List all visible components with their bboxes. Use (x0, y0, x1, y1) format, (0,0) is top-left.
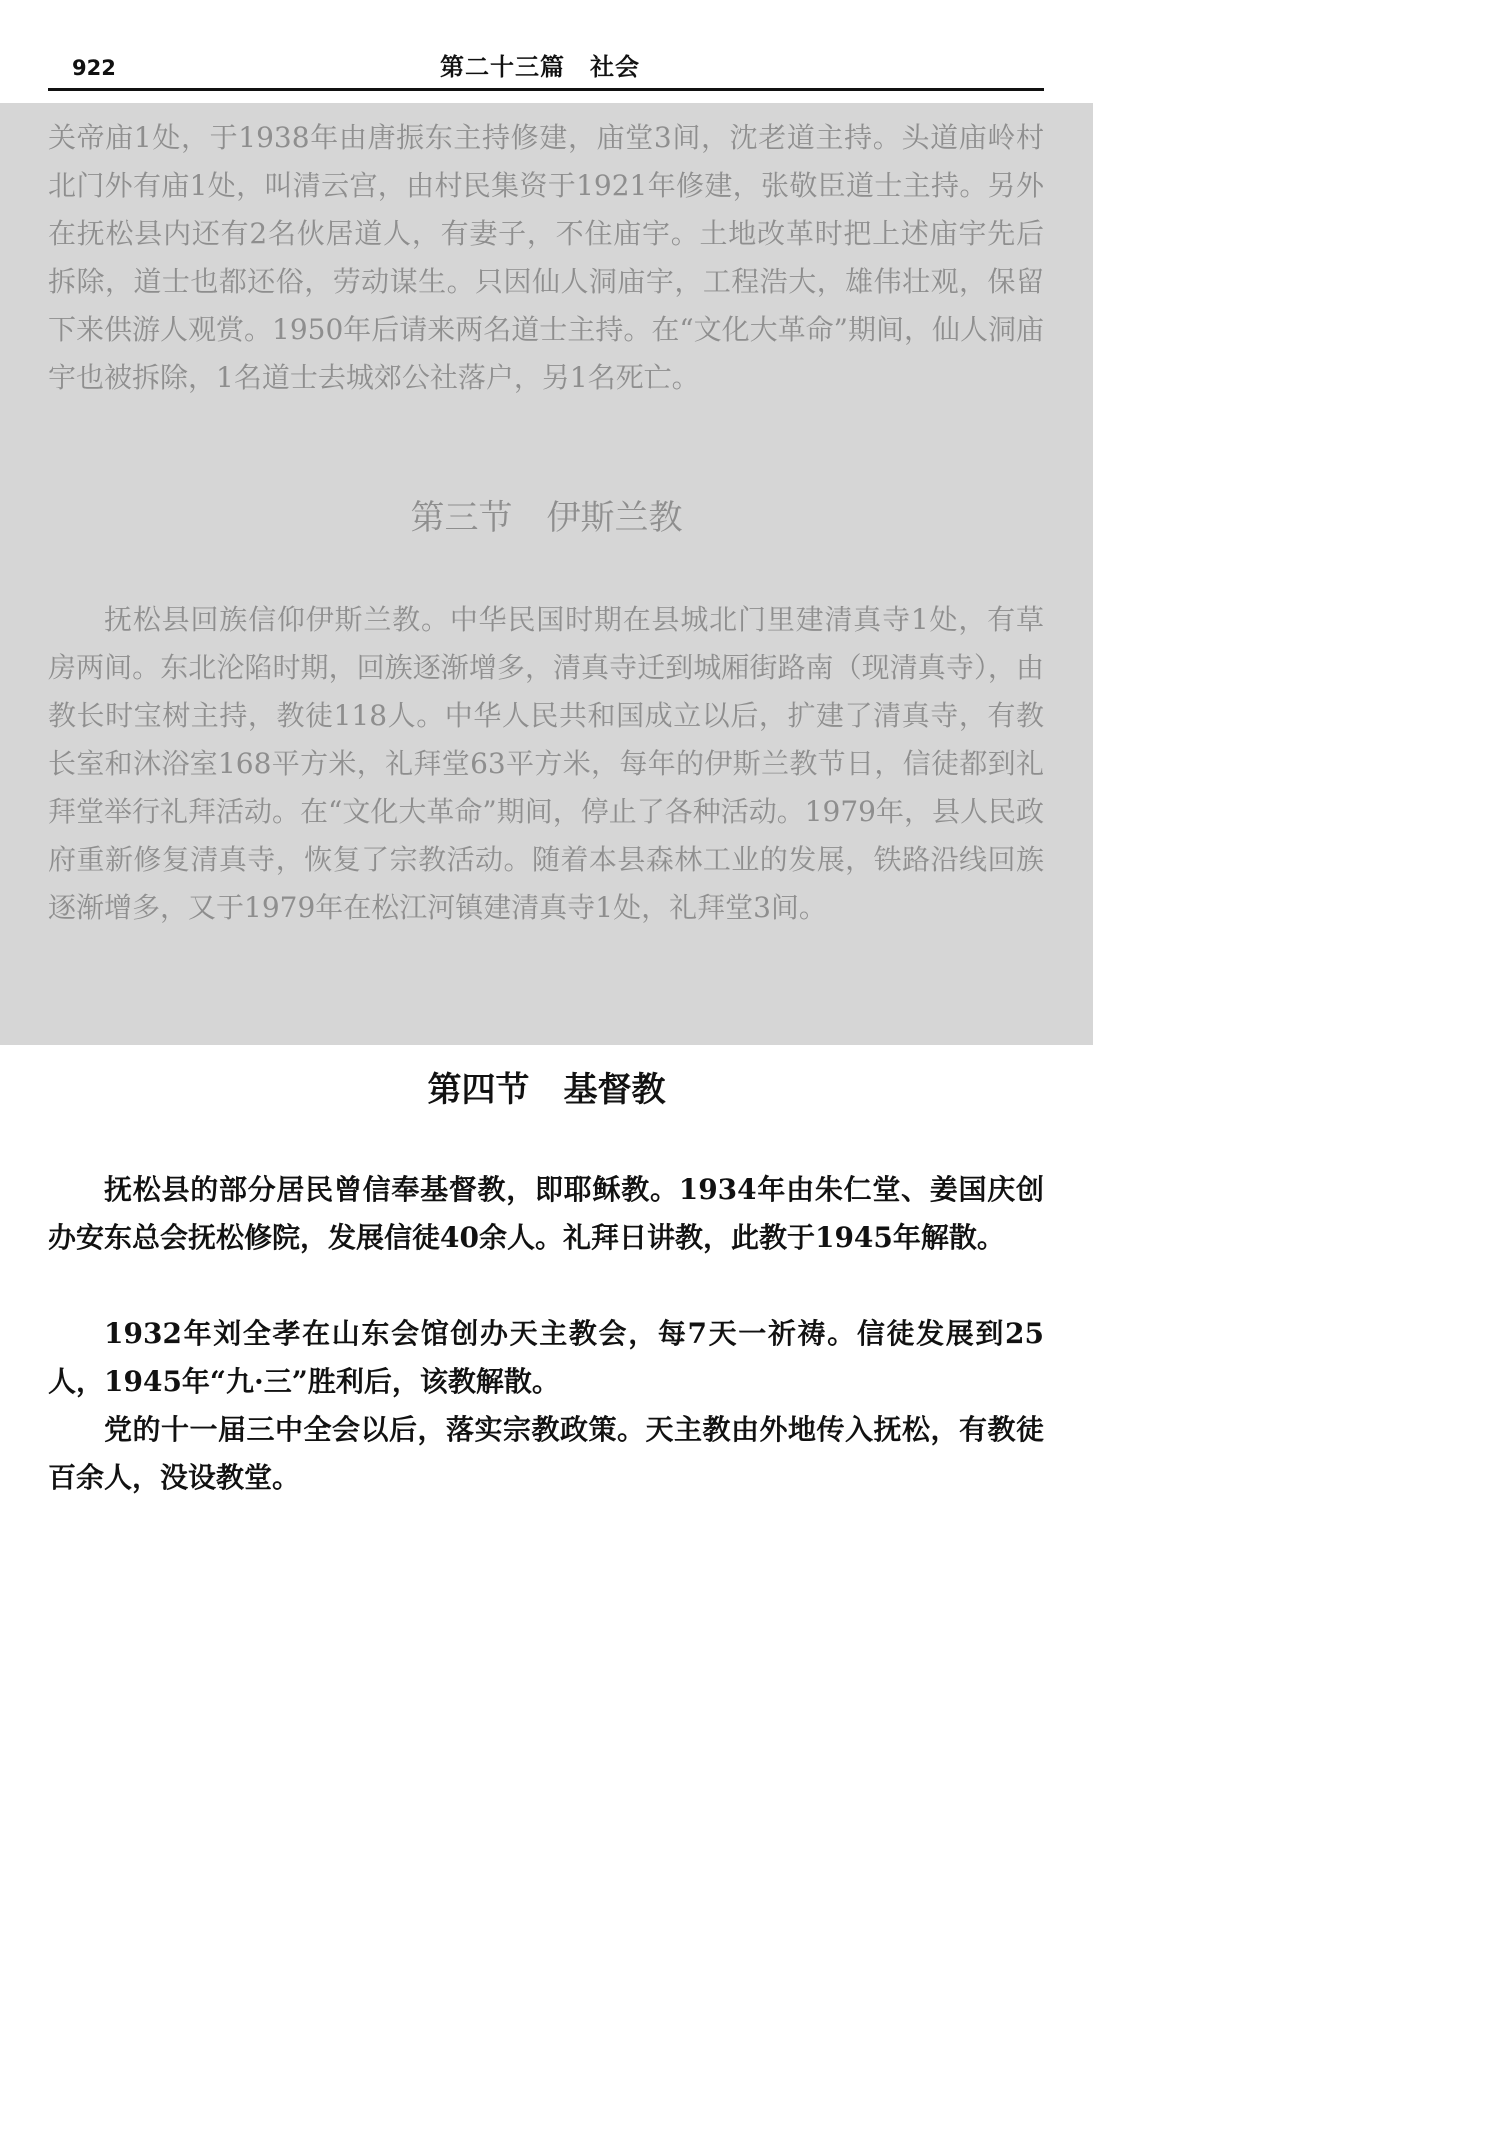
section-title-islam: 第三节 伊斯兰教 (410, 498, 683, 538)
section-title-christianity: 第四节 基督教 (427, 1070, 666, 1110)
christianity-paragraph-3: 党的十一届三中全会以后，落实宗教政策。天主教由外地传入抚松，有教徒百余人，没设教堂。 (48, 1413, 1044, 1494)
running-title: 第二十三篇 社会 (440, 52, 640, 81)
page-header (0, 0, 1093, 92)
header-rule (48, 88, 1044, 91)
christianity-paragraph-2: 1932年刘全孝在山东会馆创办天主教会，每7天一祈祷。信徒发展到25人，1945年“九·三”胜利后，该教解散。 (48, 1317, 1044, 1398)
taoism-continued-paragraph: 关帝庙1处，于1938年由唐振东主持修建，庙堂3间，沈老道主持。头道庙岭村北门外有庙1处，叫清云宫，由村民集资于1921年修建，张敬臣道士主持。另外在抚松县内还有2名伙居道人，有妻子，不住庙宇。土地改革时把上述庙宇先后拆除，道士也都还俗，劳动谋生。只因仙人洞庙宇，工程浩大，雄伟壮观，保留下来供游人观赏。1950年后请来两名道士主持。在“文化大革命”期间，仙人洞庙宇也被拆除，1名道士去城郊公社落户，另1名死亡。 (48, 121, 1044, 394)
islam-paragraph: 抚松县回族信仰伊斯兰教。中华民国时期在县城北门里建清真寺1处，有草房两间。东北沦陷时期，回族逐渐增多，清真寺迁到城厢街路南（现清真寺），由教长时宝树主持，教徒118人。中华人民共和国成立以后，扩建了清真寺，有教长室和沐浴室168平方米，礼拜堂63平方米，每年的伊斯兰教节日，信徒都到礼拜堂举行礼拜活动。在“文化大革命”期间，停止了各种活动。1979年，县人民政府重新修复清真寺，恢复了宗教活动。随着本县森林工业的发展，铁路沿线回族逐渐增多，又于1979年在松江河镇建清真寺1处，礼拜堂3间。 (48, 603, 1044, 924)
christianity-paragraph-1: 抚松县的部分居民曾信奉基督教，即耶稣教。1934年由朱仁堂、姜国庆创办安东总会抚松修院，发展信徒40余人。礼拜日讲教，此教于1945年解散。 (48, 1173, 1044, 1254)
page-number: 922 (72, 56, 116, 80)
